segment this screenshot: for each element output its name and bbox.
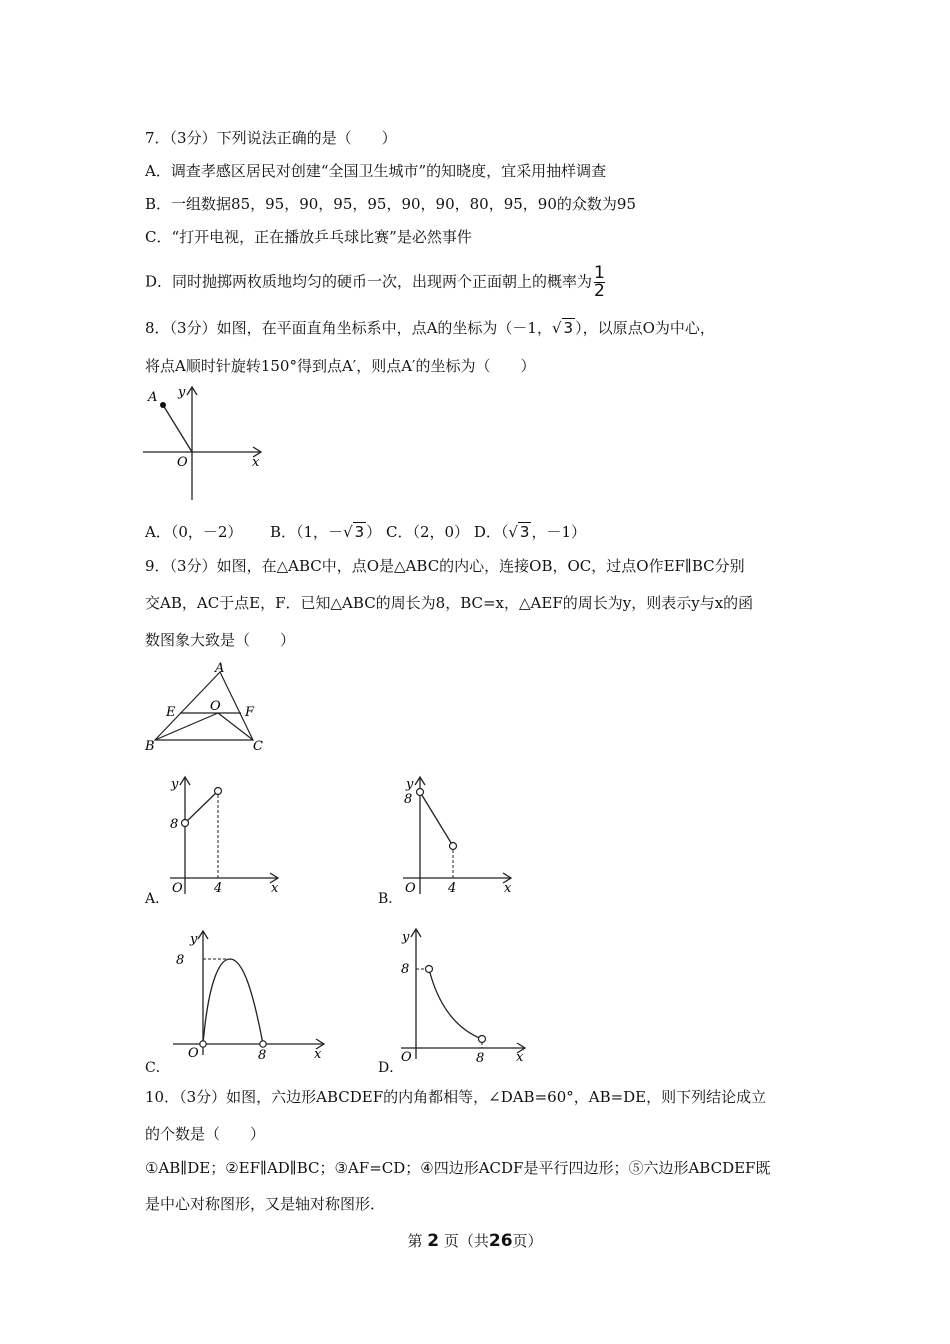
y-axis-label: y (171, 777, 179, 792)
q9-graph-b-label: B． (378, 891, 403, 907)
point-a-label: A (148, 390, 158, 405)
q8-stem-line2: 将点A顺时针旋转150°得到点A′，则点A′的坐标为（ ） (145, 357, 536, 375)
footer-suffix: 页） (512, 1232, 543, 1250)
q7-stem: 7．（3分）下列说法正确的是（ ） (145, 129, 397, 147)
q9-stem-line3: 数图象大致是（ ） (145, 631, 296, 649)
sqrt-expression: √ 3 (508, 523, 530, 541)
q8-option-d-text: D．（ (473, 523, 509, 541)
current-page-number: 2 (427, 1231, 440, 1251)
value-4-label: 4 (214, 881, 223, 896)
q8-option-b (270, 523, 381, 541)
point-e-label: E (166, 705, 176, 720)
center-o-label: O (210, 699, 221, 714)
q10-stem-line1: 10．（3分）如图，六边形ABCDEF的内角都相等，∠DAB=60°，AB=DE，则下列结论成立 (145, 1088, 767, 1106)
q9-graph-c (168, 927, 338, 1062)
total-page-count: 26 (488, 1231, 513, 1251)
q8-option-d-close: ，－1） (531, 523, 587, 541)
x-axis-label: x (314, 1047, 322, 1062)
q8-option-c: C．（2，0） (385, 523, 470, 541)
y-axis-label: y (402, 930, 410, 945)
q9-stem-line1: 9．（3分）如图，在△ABC中，点O是△ABC的内心，连接OB，OC，过点O作EF∥BC分别 (145, 557, 745, 575)
q10-stem-line2: 的个数是（ ） (145, 1125, 266, 1143)
q9-graph-c-label: C． (145, 1060, 170, 1076)
q8-stem-text-a: 8．（3分）如图，在平面直角坐标系中，点A的坐标为（－1， (145, 319, 552, 337)
q9-graph-a (165, 772, 290, 902)
x-axis-label: x (516, 1050, 524, 1065)
y-axis-label: y (190, 932, 198, 947)
value-8-label: 8 (404, 792, 413, 807)
q9-stem-line2: 交AB，AC于点E，F．已知△ABC的周长为8，BC=x，△AEF的周长为y，则表示y与x的函 (145, 594, 754, 612)
origin-label: O (405, 881, 416, 896)
q9-graph-d (396, 925, 536, 1065)
sqrt-radicand: 3 (354, 523, 365, 541)
q8-option-b-close: ） (366, 523, 382, 541)
page-footer (0, 1230, 950, 1251)
origin-label: O (177, 455, 188, 470)
origin-label: O (401, 1050, 412, 1065)
q7-option-b: B．一组数据85，95，90，95，95，90，90，80，95，90的众数为95 (145, 195, 636, 213)
q9-graph-d-label: D． (378, 1060, 404, 1076)
q8-option-d (474, 523, 586, 541)
q7-option-a: A．调查孝感区居民对创建“全国卫生城市”的知晓度，宜采用抽样调查 (145, 162, 607, 180)
sqrt-expression: √ 3 (551, 319, 574, 337)
sqrt-radicand: 3 (519, 523, 530, 541)
y-axis-label: y (406, 777, 414, 792)
value-8-x-label: 8 (476, 1051, 485, 1065)
fraction (594, 265, 605, 300)
vertex-b-label: B (145, 739, 155, 754)
q7-option-d (145, 265, 605, 300)
q8-option-b-text: B．（1，－ (269, 523, 344, 541)
sqrt-expression: √ 3 (343, 523, 365, 541)
footer-middle: 页（共 (443, 1232, 489, 1250)
y-axis-label: y (178, 385, 186, 400)
x-axis-label: x (252, 455, 260, 470)
q10-statements-line2: 是中心对称图形，又是轴对称图形． (145, 1195, 386, 1213)
x-axis-label: x (271, 881, 279, 896)
q9-graph-a-label: A． (145, 891, 170, 907)
point-f-label: F (245, 705, 255, 720)
q9-graph-b (398, 772, 523, 902)
q9-triangle-figure (140, 660, 280, 755)
fraction-numerator: 1 (594, 263, 605, 283)
vertex-c-label: C (253, 739, 263, 754)
q7-option-d-text: D．同时抛掷两枚质地均匀的硬币一次，出现两个正面朝上的概率为 (145, 272, 593, 291)
value-8-x-label: 8 (258, 1048, 267, 1062)
q10-statements-line1: ①AB∥DE；②EF∥AD∥BC；③AF=CD；④四边形ACDF是平行四边形；⑤六边形ABCDEF既 (145, 1159, 771, 1177)
value-8-label: 8 (401, 962, 410, 977)
origin-label: O (188, 1046, 199, 1061)
q8-stem-text-c: ），以原点O为中心， (575, 319, 715, 337)
fraction-denominator: 2 (594, 281, 605, 301)
sqrt-radicand: 3 (563, 319, 574, 337)
footer-prefix: 第 (407, 1232, 423, 1250)
value-4-label: 4 (448, 881, 457, 896)
q8-coordinate-figure (140, 380, 270, 505)
x-axis-label: x (504, 881, 512, 896)
vertex-a-label: A (215, 661, 225, 676)
q7-option-c: C．“打开电视，正在播放乒乓球比赛”是必然事件 (145, 228, 472, 246)
q8-stem-line1 (145, 318, 715, 338)
q8-options (145, 522, 586, 542)
origin-label: O (172, 881, 183, 896)
value-8-label: 8 (170, 817, 179, 832)
q8-option-a: A．（0，－2） (145, 523, 243, 541)
value-8-label: 8 (176, 953, 185, 968)
